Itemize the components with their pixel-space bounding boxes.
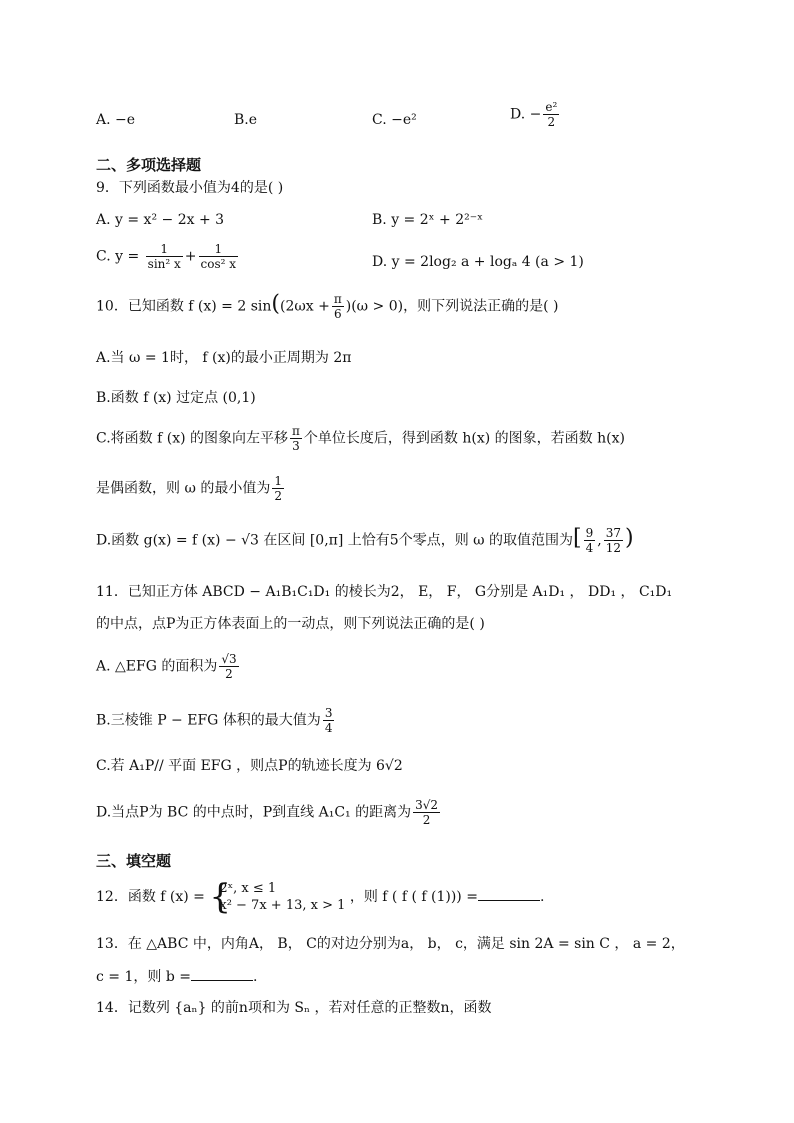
q13-line1: 13．在 △ABC 中，内角A， B， C的对边分别为a， b， c，满足 sin 2A = sin C ， a = 2， <box>96 936 685 952</box>
q8-option-c: C. −e² <box>372 112 417 128</box>
q10-option-c-cont: 是偶函数，则 ω 的最小值为 $\frac{1}{2}$ <box>96 474 282 503</box>
q10-option-d: D.函数 g(x) = f (x) − √3 在区间 [0,π] 上恰有5个零点，则 ω 的取值范围为[ $\frac{9}{4}$ , $\frac{37}{12}$ ) <box>96 525 634 555</box>
q8-option-d: D. − $\frac{\text{e²}}{2}$ <box>510 100 558 129</box>
section3-title: 三、填空题 <box>96 852 172 870</box>
q11-stem-line1: 11．已知正方体 ABCD − A₁B₁C₁D₁ 的棱长为2， E， F， G分别是 A₁D₁ ， DD₁ ， C₁D₁ <box>96 584 673 600</box>
q9-option-d: D. y = 2log₂ a + logₐ 4 (a > 1) <box>372 254 584 270</box>
q11-option-b: B.三棱锥 P − EFG 体积的最大值为 $\frac{3}{4}$ <box>96 706 333 735</box>
q11-stem-line2: 的中点，点P为正方体表面上的一动点，则下列说法正确的是( ) <box>96 616 485 632</box>
q10-option-a: A.当 ω = 1时， f (x)的最小正周期为 2π <box>96 350 352 366</box>
q9-option-a: A. y = x² − 2x + 3 <box>96 212 225 228</box>
answer-blank[interactable] <box>478 886 540 901</box>
piecewise-function: { 2ˣ, x ≤ 1 x² − 7x + 13, x > 1 <box>209 877 346 917</box>
q13-line2: c = 1，则 b = . <box>96 966 257 987</box>
q11-option-d: D.当点P为 BC 的中点时，P到直线 A₁C₁ 的距离为 $\frac{3√2}{2}$ <box>96 798 439 827</box>
q11-option-c: C.若 A₁P// 平面 EFG ，则点P的轨迹长度为 6√2 <box>96 758 403 774</box>
q8-option-b: B.e <box>234 112 258 128</box>
q10-option-c: C.将函数 f (x) 的图象向左平移 $\frac{\pi}{3}$ 个单位长度后，得到函数 h(x) 的图象，若函数 h(x) <box>96 424 625 453</box>
answer-blank[interactable] <box>191 966 253 981</box>
q10-stem: 10．已知函数 f (x) = 2 sin((2ωx + $\frac{\pi}{6}$ )(ω > 0)，则下列说法正确的是( ) <box>96 291 559 321</box>
q9-option-b: B. y = 2ˣ + 2²⁻ˣ <box>372 212 484 228</box>
q8-option-a: A. −e <box>96 112 136 128</box>
q14-line1: 14．记数列 {aₙ} 的前n项和为 Sₙ ，若对任意的正整数n，函数 <box>96 1000 492 1016</box>
section2-title: 二、多项选择题 <box>96 156 202 174</box>
q10-option-b: B.函数 f (x) 过定点 (0,1) <box>96 390 256 406</box>
q11-option-a: A. △EFG 的面积为 $\frac{√3}{2}$ <box>96 652 237 681</box>
q9-option-c: C. y = $\frac{1}{\text{sin² x}}$ + $\frac{1}{\text{cos² x}}$ <box>96 242 237 271</box>
q12-stem: 12．函数 f (x) = { 2ˣ, x ≤ 1 x² − 7x + 13, x > 1 ，则 f ( f ( f (1))) = . <box>96 877 545 917</box>
q9-stem: 9．下列函数最小值为4的是( ) <box>96 180 284 196</box>
